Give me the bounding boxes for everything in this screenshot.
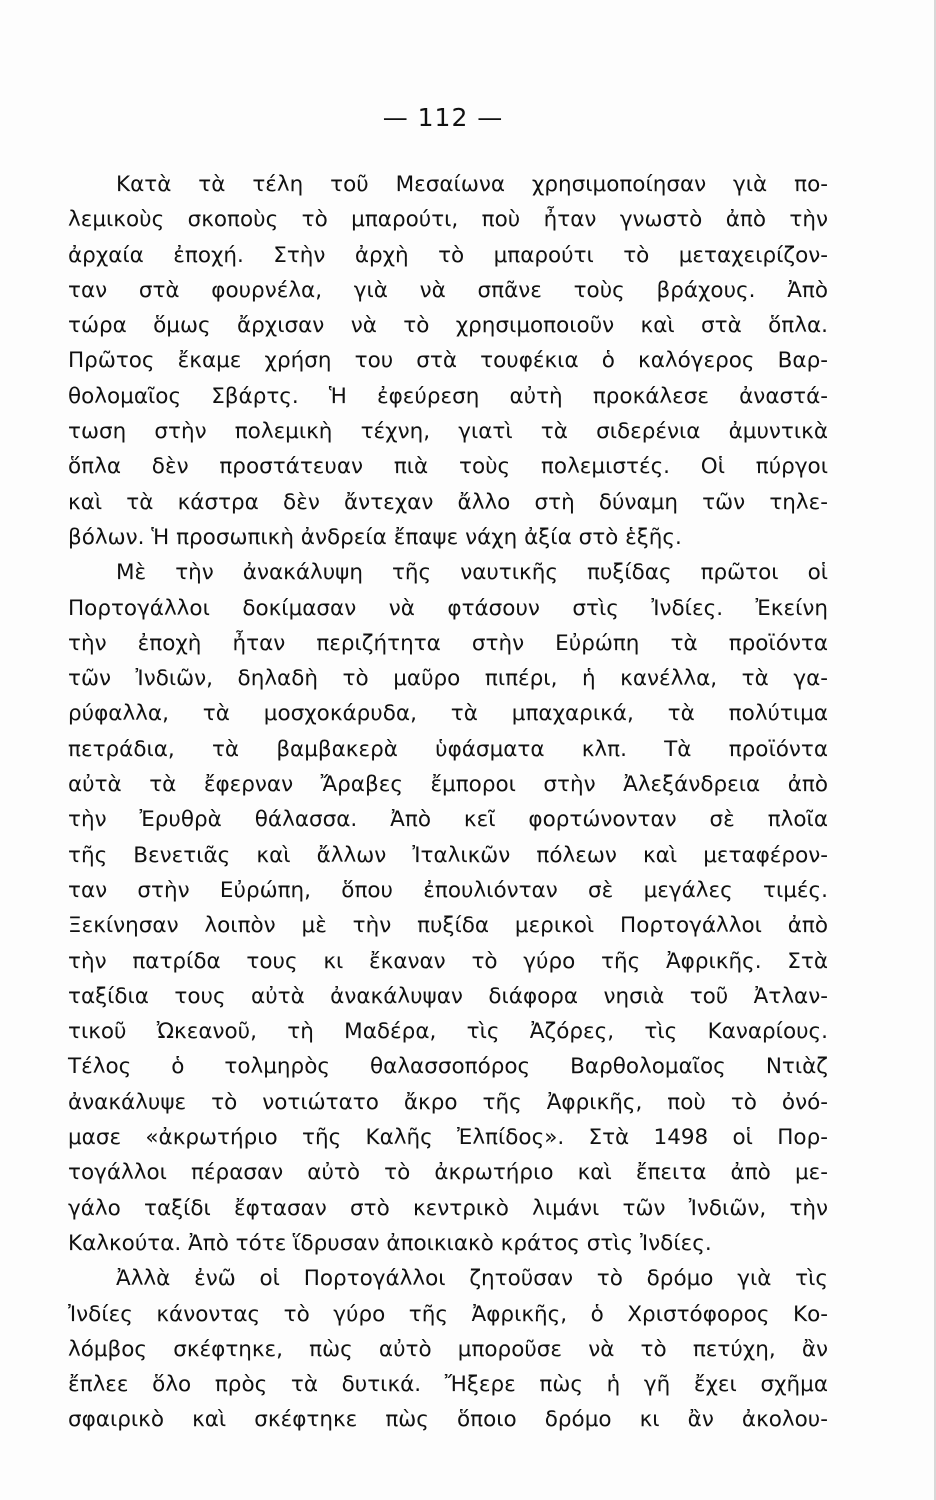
text-line: λεμικοὺς σκοποὺς τὸ μπαρούτι, ποὺ ἦταν γνωστὸ ἀπὸ τὴν: [68, 207, 828, 233]
text-line: Πορτογάλλοι δοκίμασαν νὰ φτάσουν στὶς Ἰνδίες. Ἐκείνη: [68, 595, 828, 621]
text-line: τῶν Ἰνδιῶν, δηλαδὴ τὸ μαῦρο πιπέρι, ἡ κανέλλα, τὰ γα-: [68, 666, 828, 692]
text-line: βόλων. Ἡ προσωπικὴ ἀνδρεία ἔπαψε νάχη ἀξία στὸ ἑξῆς.: [68, 524, 682, 550]
text-line: λόμβος σκέφτηκε, πὼς αὐτὸ μποροῦσε νὰ τὸ πετύχη, ἂν: [68, 1336, 828, 1362]
text-line: τικοῦ Ὠκεανοῦ, τὴ Μαδέρα, τὶς Ἀζόρες, τὶς Καναρίους.: [68, 1019, 828, 1045]
text-line: μασε «ἀκρωτήριο τῆς Καλῆς Ἐλπίδος». Στὰ 1498 οἱ Πορ-: [68, 1125, 828, 1151]
text-line: τῆς Βενετιᾶς καὶ ἄλλων Ἰταλικῶν πόλεων καὶ μεταφέρον-: [68, 842, 828, 868]
text-line: ὅπλα δὲν προστάτευαν πιὰ τοὺς πολεμιστές. Οἱ πύργοι: [68, 454, 828, 480]
text-line: καὶ τὰ κάστρα δὲν ἄντεχαν ἄλλο στὴ δύναμη τῶν τηλε-: [68, 489, 828, 515]
text-line: ρύφαλλα, τὰ μοσχοκάρυδα, τὰ μπαχαρικά, τὰ πολύτιμα: [68, 701, 828, 727]
body-text: [68, 167, 828, 1438]
text-line: Ἀλλὰ ἐνῶ οἱ Πορτογάλλοι ζητοῦσαν τὸ δρόμο γιὰ τὶς: [116, 1266, 828, 1292]
text-line: Ξεκίνησαν λοιπὸν μὲ τὴν πυξίδα μερικοὶ Πορτογάλλοι ἀπὸ: [68, 913, 828, 939]
text-line: ἔπλεε ὅλο πρὸς τὰ δυτικά. Ἤξερε πὼς ἡ γῆ ἔχει σχῆμα: [68, 1372, 828, 1398]
page-number: — 112 —: [382, 103, 504, 132]
text-line: τώρα ὅμως ἄρχισαν νὰ τὸ χρησιμοποιοῦν καὶ στὰ ὅπλα.: [68, 313, 828, 339]
text-line: ταν στὰ φουρνέλα, γιὰ νὰ σπᾶνε τοὺς βράχους. Ἀπὸ: [68, 277, 828, 303]
text-line: Κατὰ τὰ τέλη τοῦ Μεσαίωνα χρησιμοποίησαν γιὰ πο-: [116, 172, 828, 197]
text-line: τὴν ἐποχὴ ἦταν περιζήτητα στὴν Εὐρώπη τὰ προϊόντα: [68, 630, 828, 656]
text-line: Ἰνδίες κάνοντας τὸ γύρο τῆς Ἀφρικῆς, ὁ Χριστόφορος Κο-: [68, 1301, 828, 1327]
text-line: Τέλος ὁ τολμηρὸς θαλασσοπόρος Βαρθολομαῖος Ντιὰζ: [68, 1054, 828, 1080]
text-line: τὴν πατρίδα τους κι ἔκαναν τὸ γύρο τῆς Ἀφρικῆς. Στὰ: [68, 948, 828, 974]
text-line: πετράδια, τὰ βαμβακερὰ ὑφάσματα κλπ. Τὰ προϊόντα: [68, 736, 828, 762]
text-line: ταξίδια τους αὐτὰ ἀνακάλυψαν διάφορα νησιὰ τοῦ Ἀτλαν-: [68, 983, 828, 1009]
text-line: γάλο ταξίδι ἔφτασαν στὸ κεντρικὸ λιμάνι τῶν Ἰνδιῶν, τὴν: [68, 1195, 828, 1221]
text-line: τωση στὴν πολεμικὴ τέχνη, γιατὶ τὰ σιδερένια ἀμυντικὰ: [68, 419, 828, 445]
text-line: Μὲ τὴν ἀνακάλυψη τῆς ναυτικῆς πυξίδας πρῶτοι οἱ: [116, 560, 828, 586]
text-line: ταν στὴν Εὐρώπη, ὅπου ἐπουλιόνταν σὲ μεγάλες τιμές.: [68, 877, 828, 903]
text-line: τογάλλοι πέρασαν αὐτὸ τὸ ἀκρωτήριο καὶ ἔπειτα ἀπὸ με-: [68, 1160, 828, 1186]
text-line: θολομαῖος Σβάρτς. Ἡ ἐφεύρεση αὐτὴ προκάλεσε ἀναστά-: [68, 383, 828, 409]
text-line: σφαιρικὸ καὶ σκέφτηκε πὼς ὅποιο δρόμο κι ἂν ἀκολου-: [68, 1407, 828, 1433]
text-line: τὴν Ἐρυθρὰ θάλασσα. Ἀπὸ κεῖ φορτώνονταν σὲ πλοῖα: [68, 807, 828, 833]
text-line: ἀνακάλυψε τὸ νοτιώτατο ἄκρο τῆς Ἀφρικῆς, ποὺ τὸ ὀνό-: [68, 1089, 828, 1115]
text-line: ἀρχαία ἐποχή. Στὴν ἀρχὴ τὸ μπαρούτι τὸ μεταχειρίζον-: [68, 242, 828, 268]
text-line: Πρῶτος ἔκαμε χρήση του στὰ τουφέκια ὁ καλόγερος Βαρ-: [68, 348, 828, 374]
text-line: Καλκούτα. Ἀπὸ τότε ἵδρυσαν ἀποικιακὸ κράτος στὶς Ἰνδίες.: [68, 1230, 712, 1256]
text-line: αὐτὰ τὰ ἔφερναν Ἄραβες ἔμποροι στὴν Ἀλεξάνδρεια ἀπὸ: [68, 772, 828, 798]
